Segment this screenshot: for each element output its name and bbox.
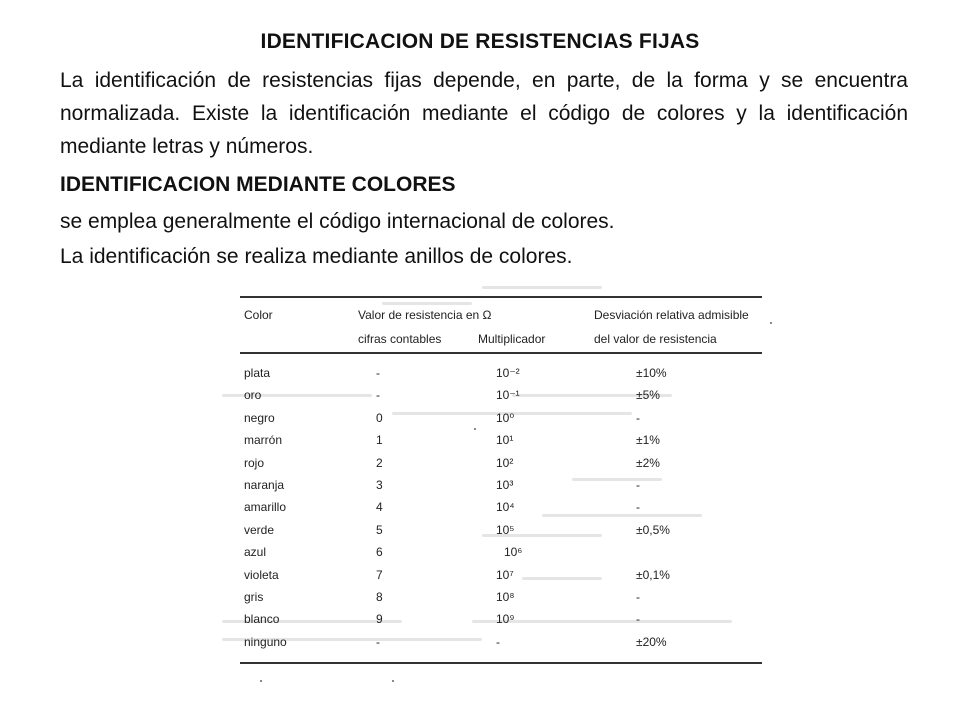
cell-cifra: 1 [376, 433, 383, 448]
cell-multiplicador: 10⁴ [496, 500, 515, 515]
table-top-rule [240, 296, 762, 298]
cell-color: violeta [244, 567, 279, 582]
cell-multiplicador: 10⁰ [496, 410, 515, 425]
cell-color: verde [244, 522, 275, 537]
cell-cifra: 3 [376, 478, 383, 492]
scan-speck [260, 680, 262, 682]
intro-paragraph: La identificación de resistencias fijas depende, en parte, de la forma y se encuentra normalizada. Existe la identificación mediante el código de colores y la identificación mediante letras y números. [60, 69, 908, 158]
header-color: Color [244, 308, 273, 322]
header-valor: Valor de resistencia en Ω [358, 308, 492, 322]
scan-ghost [542, 514, 702, 517]
cell-desviacion: ±20% [636, 634, 667, 649]
cell-cifra: 8 [376, 590, 383, 604]
cell-multiplicador: 10⁸ [496, 590, 515, 604]
scan-speck [770, 322, 772, 324]
cell-multiplicador: 10¹ [496, 433, 514, 448]
header-multiplicador: Multiplicador [478, 332, 546, 346]
cell-cifra: 9 [376, 612, 383, 627]
cell-color: marrón [244, 433, 283, 448]
cell-cifra: 6 [376, 545, 383, 560]
cell-desviacion: - [636, 478, 640, 492]
cell-desviacion: - [636, 500, 640, 515]
cell-desviacion: ±5% [636, 388, 660, 403]
cell-desviacion: ±0,5% [636, 522, 670, 537]
slide-title: IDENTIFICACION DE RESISTENCIAS FIJAS [260, 30, 700, 53]
cell-cifra: - [376, 366, 380, 380]
scan-ghost [382, 302, 472, 305]
cell-cifra: 4 [376, 500, 383, 515]
cell-color: azul [244, 545, 267, 560]
cell-color: amarillo [244, 500, 287, 515]
scan-speck [392, 680, 394, 682]
cell-multiplicador: 10³ [496, 478, 514, 492]
cell-color: oro [244, 388, 262, 403]
header-cifras: cifras contables [358, 332, 442, 346]
cell-cifra: 2 [376, 455, 383, 470]
cell-desviacion: - [636, 612, 640, 627]
cell-multiplicador: 10⁷ [496, 567, 514, 582]
cell-cifra: - [376, 634, 380, 649]
header-desviacion: Desviación relativa admisible [594, 308, 749, 322]
cell-desviacion: ±2% [636, 455, 660, 470]
cell-cifra: 7 [376, 567, 383, 582]
table-header-rule [240, 352, 762, 354]
cell-multiplicador: 10² [496, 455, 514, 470]
cell-desviacion: - [636, 590, 640, 604]
cell-color: blanco [244, 612, 280, 627]
cell-cifra: - [376, 388, 380, 403]
cell-color: ninguno [244, 634, 287, 649]
paragraph-rings: La identificación se realiza mediante anillos de colores. [60, 245, 573, 268]
table-bottom-rule [240, 662, 762, 664]
cell-cifra: 0 [376, 410, 383, 425]
cell-color: gris [244, 590, 264, 604]
cell-multiplicador: 10⁹ [496, 612, 515, 627]
cell-desviacion: ±1% [636, 433, 660, 448]
scan-ghost [572, 478, 662, 481]
scan-speck [474, 428, 476, 430]
cell-color: negro [244, 410, 275, 425]
cell-color: plata [244, 366, 271, 380]
cell-multiplicador: 10⁻¹ [496, 388, 520, 403]
cell-color: rojo [244, 455, 265, 470]
scan-ghost [522, 577, 602, 580]
cell-multiplicador: - [496, 634, 500, 649]
cell-multiplicador: 10⁶ [504, 545, 523, 560]
paragraph-code: se emplea generalmente el código internacional de colores. [60, 210, 615, 233]
cell-desviacion: ±10% [636, 366, 667, 380]
cell-multiplicador: 10⁵ [496, 522, 515, 537]
cell-cifra: 5 [376, 522, 383, 537]
color-code-table-image [222, 282, 770, 682]
cell-desviacion: ±0,1% [636, 567, 670, 582]
cell-desviacion: - [636, 410, 640, 425]
header-desviacion-2: del valor de resistencia [594, 332, 717, 346]
section-heading: IDENTIFICACION MEDIANTE COLORES [60, 173, 456, 196]
scan-ghost [482, 286, 602, 289]
cell-multiplicador: 10⁻² [496, 366, 520, 380]
cell-color: naranja [244, 478, 285, 492]
